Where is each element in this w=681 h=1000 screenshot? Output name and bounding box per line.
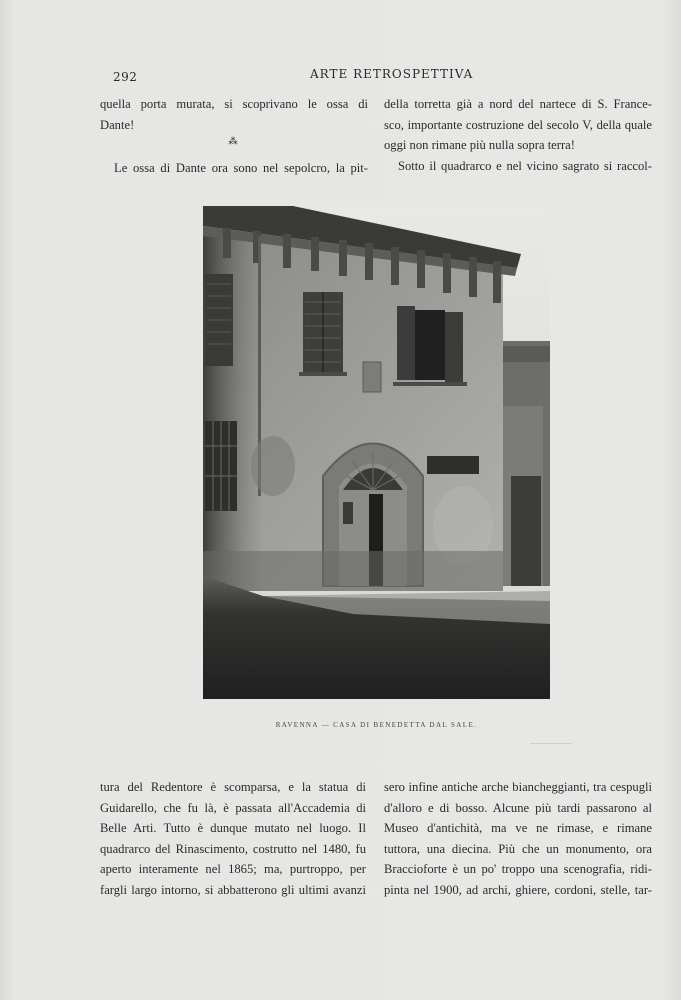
text-line: d'alloro e di bosso. Alcune più tardi passarono al (384, 800, 652, 815)
text-line: Braccioforte è un po' troppo una scenografia, ridi- (384, 862, 652, 876)
page-number: 292 (113, 70, 138, 84)
running-title: ARTE RETROSPETTIVA (310, 67, 474, 81)
text-line: sco, importante costruzione del secolo V, della quale (384, 117, 652, 132)
bottom-left-column (100, 777, 366, 900)
text-line: quadrarco del Rinascimento, costrutto nel 1480, fu (100, 841, 366, 856)
text-line: sero infine antiche arche biancheggianti, tra cespugli (384, 780, 652, 794)
text-line: Dante! (100, 117, 135, 132)
text-line: oggi non rimane più nulla sopra terra! (384, 138, 575, 152)
top-left-column (100, 94, 368, 179)
asterism-separator: ⁂ (228, 136, 240, 146)
text-line: fargli largo intorno, si abbatterono gli ultimi avanzi (100, 882, 366, 897)
text-line: tuttora, una diecina. Più che un monumento, ora (384, 841, 652, 856)
text-line: Belle Arti. Tutto è dunque mutato nel luogo. Il (100, 821, 366, 835)
text-line: aperto interamente nel 1865; ma, purtroppo, per (100, 862, 366, 876)
text-line: Sotto il quadrarco e nel vicino sagrato si raccol- (398, 158, 652, 173)
text-line: quella porta murata, si scoprivano le ossa di (100, 97, 368, 111)
text-line: pinta nel 1900, ad archi, ghiere, cordoni, stelle, tar- (384, 882, 652, 897)
text-line: tura del Redentore è scomparsa, e la statua di (100, 780, 366, 794)
text-line: Guidarello, che fu là, è passata all'Accademia di (100, 800, 366, 815)
photograph-casa-di-benedetta-dal-sale (203, 206, 550, 699)
bottom-right-column (384, 777, 652, 900)
text-line: Museo d'antichità, ma ve ne rimase, e rimane (384, 821, 652, 835)
text-line: della torretta già a nord del nartece di S. France- (384, 97, 652, 111)
figure-caption: RAVENNA — CASA DI BENEDETTA DAL SALE. (275, 721, 478, 729)
top-right-column (384, 94, 652, 176)
text-line: Le ossa di Dante ora sono nel sepolcro, la pit- (114, 161, 368, 175)
separator-rule (530, 743, 572, 744)
